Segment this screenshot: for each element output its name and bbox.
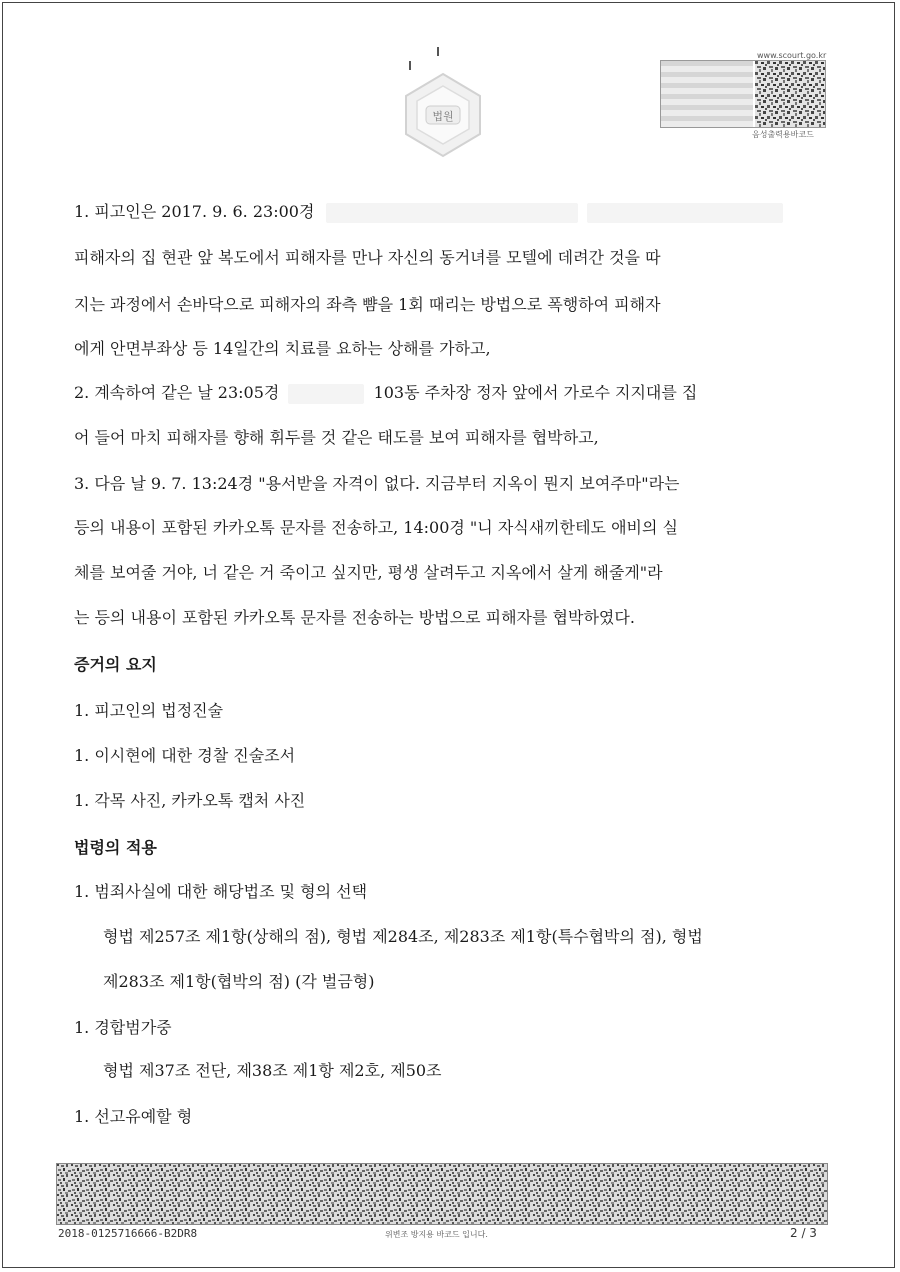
qr-pattern-icon <box>755 61 826 127</box>
evidence-item: 1. 각목 사진, 카카오톡 캡처 사진 <box>74 791 306 810</box>
fact-2-intro: 2. 계속하여 같은 날 23:05경 <box>74 383 280 402</box>
qr-caption: 음성출력용바코드 <box>752 130 814 139</box>
fact-line-4: 에게 안면부좌상 등 14일간의 치료를 요하는 상해를 가하고, <box>74 339 491 358</box>
law-item-text: 제283조 제1항(협박의 점) (각 벌금형) <box>103 972 375 991</box>
fact-1-intro: 1. 피고인은 2017. 9. 6. 23:00경 <box>74 202 315 221</box>
barcode-caption: 위변조 방지용 바코드 입니다. <box>385 1230 488 1239</box>
fact-line-5 <box>74 383 697 404</box>
fact-line-9: 체를 보여줄 거야, 너 같은 거 죽이고 싶지만, 평생 살려두고 지옥에서 살게 해줄게"라 <box>74 563 663 582</box>
fact-line-1 <box>74 202 783 223</box>
registration-tick <box>437 47 439 56</box>
evidence-heading: 증거의 요지 <box>74 655 157 674</box>
fact-line-7: 3. 다음 날 9. 7. 13:24경 "용서받을 자격이 없다. 지금부터 지옥이 뭔지 보여주마"라는 <box>74 474 680 493</box>
security-barcode <box>56 1163 828 1225</box>
redacted-block <box>587 203 783 223</box>
fact-2-rest: 103동 주차장 정자 앞에서 가로수 지지대를 집 <box>373 383 698 402</box>
qr-url: www.scourt.go.kr <box>757 51 827 60</box>
evidence-item: 1. 피고인의 법정진술 <box>74 701 224 720</box>
fact-line-6: 어 들어 마치 피해자를 향해 휘두를 것 같은 태도를 보여 피해자를 협박하고, <box>74 428 599 447</box>
law-item-title: 1. 경합범가중 <box>74 1018 172 1037</box>
law-item-title: 1. 범죄사실에 대한 해당법조 및 형의 선택 <box>74 882 368 901</box>
seal-label: 법원 <box>432 110 454 123</box>
voice-barcode <box>660 60 826 128</box>
barcode-pattern-icon <box>57 1164 828 1225</box>
fact-line-10: 는 등의 내용이 포함된 카카오톡 문자를 전송하는 방법으로 피해자를 협박하였다. <box>74 608 635 627</box>
document-id: 2018-0125716666-B2DR8 <box>58 1227 198 1240</box>
page-number: 2 / 3 <box>790 1226 817 1240</box>
law-item-text: 형법 제37조 전단, 제38조 제1항 제2호, 제50조 <box>103 1061 442 1080</box>
law-item-title: 1. 선고유예할 형 <box>74 1107 193 1126</box>
fact-line-3: 지는 과정에서 손바닥으로 피해자의 좌측 뺨을 1회 때리는 방법으로 폭행하여 피해자 <box>74 295 661 314</box>
redacted-block <box>326 203 578 223</box>
registration-tick <box>409 61 411 70</box>
evidence-item: 1. 이시현에 대한 경찰 진술조서 <box>74 746 296 765</box>
fact-line-2: 피해자의 집 현관 앞 복도에서 피해자를 만나 자신의 동거녀를 모텔에 데려간 것을 따 <box>74 248 661 267</box>
law-item-text: 형법 제257조 제1항(상해의 점), 형법 제284조, 제283조 제1항(특수협박의 점), 형법 <box>103 927 703 946</box>
law-heading: 법령의 적용 <box>74 838 157 857</box>
barcode-text-block <box>661 61 753 127</box>
fact-line-8: 등의 내용이 포함된 카카오톡 문자를 전송하고, 14:00경 "니 자식새끼한테도 애비의 실 <box>74 518 679 537</box>
redacted-block <box>288 384 364 404</box>
